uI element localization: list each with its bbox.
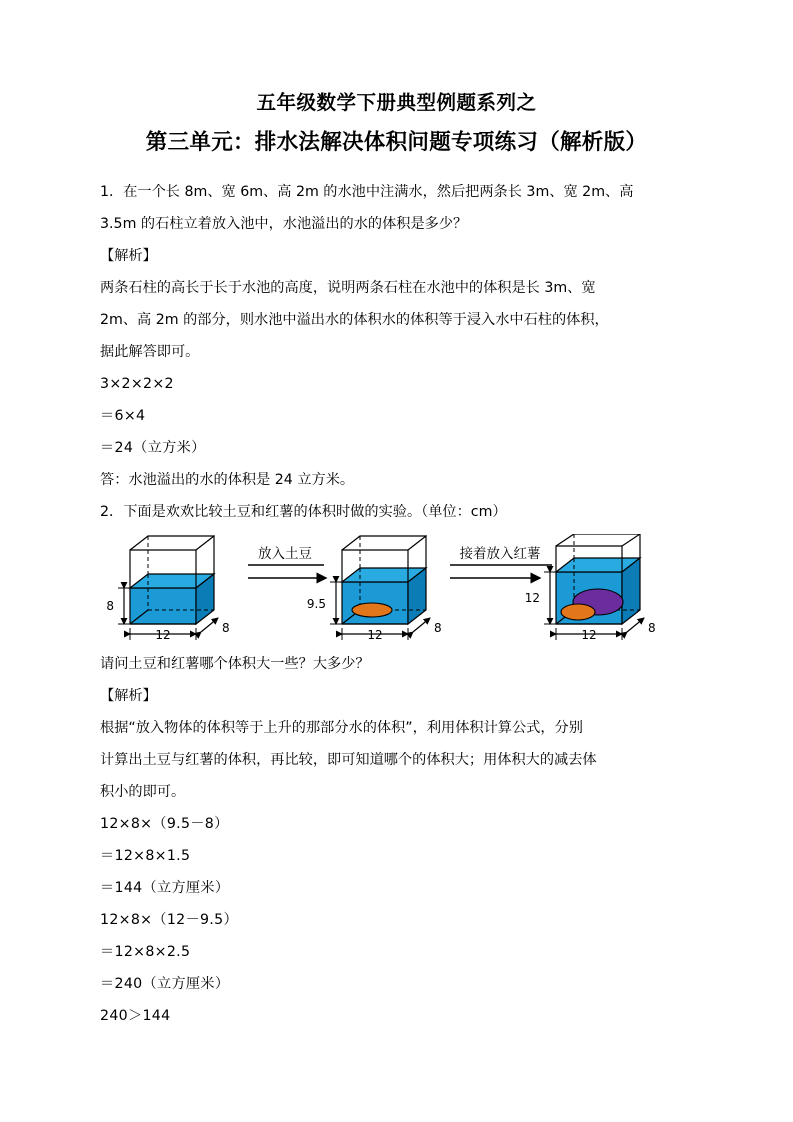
problem1-analysis-line-2: 2m、高 2m 的部分，则水池中溢出水的体积水的体积等于浸入水中石柱的体积， bbox=[100, 312, 609, 328]
page-title-line-1: 五年级数学下册典型例题系列之 bbox=[256, 91, 537, 114]
process-arrow-2-label: 接着放入红薯 bbox=[459, 546, 541, 562]
problem2-calc-line-1: 12×8×（9.5－8） bbox=[100, 816, 229, 832]
tank-1-top-rim bbox=[130, 536, 214, 550]
tank-1 bbox=[106, 536, 229, 642]
problem1-calc-line-2: ＝6×4 bbox=[100, 408, 146, 424]
problem2-analysis-line-1: 根据“放入物体的体积等于上升的那部分水的体积”，利用体积计算公式，分别 bbox=[100, 720, 583, 736]
process-arrow-1-label: 放入土豆 bbox=[258, 546, 312, 562]
problem2-analysis-line-2: 计算出土豆与红薯的体积，再比较，即可知道哪个的体积大；用体积大的减去体 bbox=[100, 752, 597, 768]
problem1-question-line-2: 3.5m 的石柱立着放入池中，水池溢出的水的体积是多少？ bbox=[100, 216, 468, 232]
tank-1-width-label: 12 bbox=[155, 628, 171, 642]
problem2-calc-line-3: ＝144（立方厘米） bbox=[100, 880, 230, 896]
tank-2-depth-label: 8 bbox=[434, 621, 442, 635]
problem1-analysis-line-1: 两条石柱的高长于长于水池的高度，说明两条石柱在水池中的体积是长 3m、宽 bbox=[100, 280, 596, 296]
problem2-question-line-1: 2．下面是欢欢比较土豆和红薯的体积时做的实验。（单位：cm） bbox=[100, 504, 507, 520]
tank-3-depth-arrow bbox=[627, 618, 644, 632]
potato-shape-2 bbox=[561, 604, 595, 620]
tank-2 bbox=[307, 536, 442, 642]
problem2-calc-line-2: ＝12×8×1.5 bbox=[100, 848, 191, 864]
problem1-question-line-1: 1．在一个长 8m、宽 6m、高 2m 的水池中注满水，然后把两条长 3m、宽 2m、高 bbox=[100, 184, 634, 200]
tank-1-depth-arrow bbox=[201, 618, 218, 632]
figure-svg bbox=[100, 534, 693, 646]
document-body bbox=[100, 162, 693, 1032]
problem1-calc-line-3: ＝24（立方米） bbox=[100, 440, 206, 456]
tank-2-depth-arrow bbox=[413, 618, 430, 632]
tank-3-right-walls bbox=[622, 534, 640, 558]
problem2-calc-line-6: ＝240（立方厘米） bbox=[100, 976, 230, 992]
tank-1-height-label: 8 bbox=[106, 599, 114, 613]
tank-1-depth-label: 8 bbox=[222, 621, 230, 635]
problem1-analysis-line-3: 据此解答即可。 bbox=[100, 344, 200, 360]
water-displacement-figure bbox=[100, 534, 693, 646]
tank-2-width-label: 12 bbox=[367, 628, 383, 642]
problem2-question-line-2: 请问土豆和红薯哪个体积大一些？大多少？ bbox=[100, 656, 370, 672]
problem2-calc-line-7: 240＞144 bbox=[100, 1008, 171, 1024]
tank-2-right-walls bbox=[408, 536, 426, 568]
problem2-calc-line-4: 12×8×（12－9.5） bbox=[100, 912, 238, 928]
tank-2-top-rim bbox=[342, 536, 426, 550]
problem2-calc-line-5: ＝12×8×2.5 bbox=[100, 944, 191, 960]
tank-1-right-walls bbox=[196, 536, 214, 574]
page-title-line-2: 第三单元：排水法解决体积问题专项练习（解析版） bbox=[145, 130, 648, 155]
problem1-answer-line: 答：水池溢出的水的体积是 24 立方米。 bbox=[100, 472, 355, 488]
tank-3-width-label: 12 bbox=[581, 628, 597, 642]
tank-3-height-label: 12 bbox=[524, 591, 540, 605]
tank-3-top-rim bbox=[556, 534, 640, 546]
process-arrow-1 bbox=[248, 545, 326, 578]
problem1-analysis-label: 【解析】 bbox=[100, 248, 157, 264]
problem2-analysis-line-3: 积小的即可。 bbox=[100, 784, 186, 800]
tank-1-water-front bbox=[130, 588, 196, 624]
process-arrow-2 bbox=[450, 545, 552, 578]
title-block bbox=[100, 0, 693, 162]
problem1-calc-line-1: 3×2×2×2 bbox=[100, 376, 174, 392]
problem2-analysis-label: 【解析】 bbox=[100, 688, 157, 704]
tank-3 bbox=[525, 534, 656, 642]
potato-shape bbox=[352, 603, 392, 617]
tank-2-height-label: 9.5 bbox=[306, 597, 326, 611]
tank-3-depth-label: 8 bbox=[648, 621, 656, 635]
